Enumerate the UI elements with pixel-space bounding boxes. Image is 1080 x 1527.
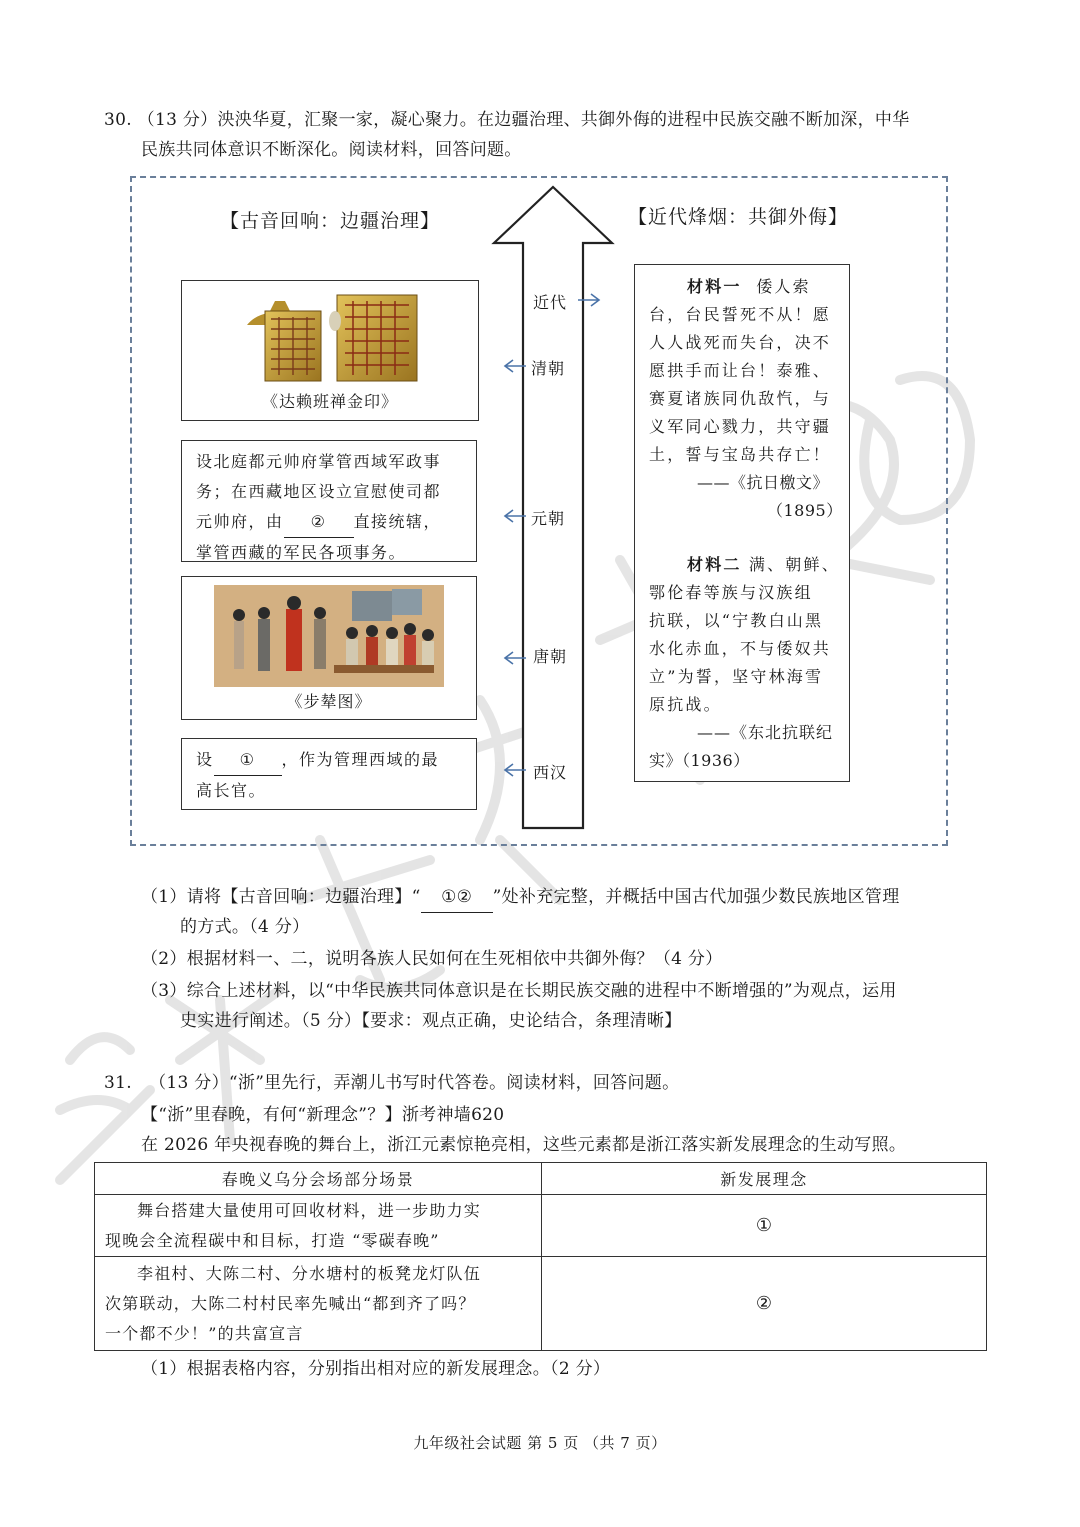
golden-seals-image	[237, 291, 427, 383]
mat2-head: 材料二	[687, 555, 742, 574]
q30-sub1-line1	[141, 882, 900, 913]
row2-line1: 李祖村、大陈二村、分水塘村的板凳龙灯队伍	[137, 1263, 482, 1283]
mat1-l1: 倭人索	[756, 277, 811, 296]
table-answer-1[interactable]: ①	[542, 1195, 987, 1257]
q31-number: 31.	[104, 1073, 132, 1093]
mat1-head: 材料一	[687, 277, 742, 296]
arrow-left-icon	[502, 508, 528, 524]
qing-seal-box	[181, 280, 479, 421]
arrow-left-icon	[502, 650, 528, 666]
yuan-box	[181, 440, 477, 562]
yuan-line-2: 务；在西藏地区设立宣慰使司都	[196, 482, 442, 501]
arrow-right-icon	[576, 292, 602, 308]
table-header-concept: 新发展理念	[542, 1163, 987, 1195]
han-line-1a: 设	[196, 750, 214, 769]
q30-line1	[104, 105, 910, 135]
mat2-source: ——《东北抗联纪	[697, 723, 834, 742]
q30-intro-1: （13 分）泱泱华夏，汇聚一家，凝心聚力。在边疆治理、共御外侮的进程中民族交融不断加深，中华	[137, 110, 910, 130]
mat2-source-2: 实》（1936）	[649, 751, 750, 770]
arrow-left-icon	[502, 762, 528, 778]
mat2-l3: 抗联，以“宁教白山黑	[649, 611, 824, 630]
han-box	[181, 738, 477, 810]
mat1-l5: 赛夏诸族同仇敌忾，与	[649, 389, 832, 408]
q30-sub1-c: ”处补充完整，并概括中国古代加强少数民族地区管理	[492, 887, 900, 907]
page-footer: 九年级社会试题 第 5 页 （共 7 页）	[413, 1434, 667, 1452]
han-line-1	[196, 745, 439, 776]
arrow-left-icon	[502, 358, 528, 374]
yuan-line-3	[196, 507, 441, 538]
yuan-line-4: 掌管西藏的军民各项事务。	[196, 543, 407, 562]
row2-line3: 一个都不少！”的共富宣言	[105, 1323, 304, 1343]
mat1-l4: 愿拱手而让台！泰雅、	[649, 361, 832, 380]
mat1-year: （1895）	[767, 501, 843, 520]
mat2-l2: 鄂伦春等族与汉族组	[649, 583, 813, 602]
tang-painting-box	[181, 576, 477, 720]
era-qing: 清朝	[531, 359, 566, 378]
q31-intro-1: （13 分）“浙”里先行，弄潮儿书写时代答卷。阅读材料，回答问题。	[149, 1073, 680, 1093]
han-line-2: 高长官。	[196, 781, 267, 800]
q30-number: 30.	[104, 110, 132, 130]
mat2-l1: 满、朝鲜、	[748, 555, 840, 574]
row1-line2: 现晚会全流程碳中和目标，打造 “零碳春晚”	[105, 1230, 440, 1250]
bunian-painting-image	[214, 585, 444, 687]
seal-caption: 《达赖班禅金印》	[261, 392, 398, 411]
row2-line2: 次第联动，大陈二村村民率先喊出“都到齐了吗？	[105, 1293, 476, 1313]
mat2-l4: 水化赤血，不与倭奴共	[649, 639, 832, 658]
blank-2[interactable]: ②	[284, 507, 354, 538]
era-yuan: 元朝	[531, 509, 566, 528]
table-header-row	[95, 1163, 987, 1195]
q31-intro-2: 【“浙”里春晚，有何“新理念”？】浙考神墙620	[141, 1105, 505, 1125]
yuan-line-3c: 直接统辖，	[353, 512, 442, 531]
mat1-l2: 台，台民誓死不从！愿	[649, 305, 832, 324]
mat1-l6: 义军同心戮力，共守疆	[649, 417, 832, 436]
right-section-title: 【近代烽烟：共御外侮】	[628, 206, 849, 228]
q30-sub3-line2: 史实进行阐述。（5 分）【要求：观点正确，史论结合，条理清晰】	[180, 1011, 682, 1031]
mat1-l3: 人人战死而失台，决不	[649, 333, 832, 352]
q30-sub1-line2: 的方式。（4 分）	[180, 917, 310, 937]
table-row	[95, 1257, 987, 1351]
blank-1[interactable]: ①	[214, 745, 282, 776]
q30-intro-2: 民族共同体意识不断深化。阅读材料，回答问题。	[141, 140, 522, 160]
era-modern: 近代	[533, 293, 568, 312]
mat1-source: ——《抗日檄文》	[697, 473, 830, 492]
q31-intro-3: 在 2026 年央视春晚的舞台上，浙江元素惊艳亮相，这些元素都是浙江落实新发展理念的生动写照。	[141, 1135, 907, 1155]
q30-sub2: （2）根据材料一、二，说明各族人民如何在生死相依中共御外侮？（4 分）	[141, 949, 723, 969]
han-line-1c: ，作为管理西域的最	[281, 750, 440, 769]
materials-box	[634, 264, 850, 782]
table-answer-2[interactable]: ②	[542, 1257, 987, 1351]
table-row	[95, 1195, 987, 1257]
table-cell-scene-1	[95, 1195, 542, 1257]
era-tang: 唐朝	[533, 647, 568, 666]
mat2-line-0	[649, 551, 849, 579]
q31-table	[94, 1162, 987, 1351]
painting-caption: 《步辇图》	[286, 692, 372, 711]
q30-sub3-line1: （3）综合上述材料，以“中华民族共同体意识是在长期民族交融的进程中不断增强的”为观点，运用	[141, 981, 897, 1001]
row1-line1: 舞台搭建大量使用可回收材料，进一步助力实	[137, 1200, 482, 1220]
yuan-line-1: 设北庭都元帅府掌管西域军政事	[196, 452, 442, 471]
q31-sub1: （1）根据表格内容，分别指出相对应的新发展理念。（2 分）	[141, 1359, 611, 1379]
left-section-title: 【古音回响：边疆治理】	[220, 210, 441, 232]
mat2-l6: 原抗战。	[649, 695, 722, 714]
yuan-line-3a: 元帅府，由	[196, 512, 284, 531]
q31-line1	[104, 1068, 679, 1098]
mat1-l7: 土，誓与宝岛共存亡！	[649, 445, 832, 464]
era-western-han: 西汉	[533, 763, 568, 782]
mat1-line-0	[649, 273, 849, 301]
table-cell-scene-2	[95, 1257, 542, 1351]
mat2-l5: 立”为誓，坚守林海雪	[649, 667, 824, 686]
q30-sub1-a: （1）请将【古音回响：边疆治理】“	[141, 887, 421, 907]
blank-12: ①②	[421, 882, 493, 913]
table-header-scene: 春晚义乌分会场部分场景	[95, 1163, 542, 1195]
